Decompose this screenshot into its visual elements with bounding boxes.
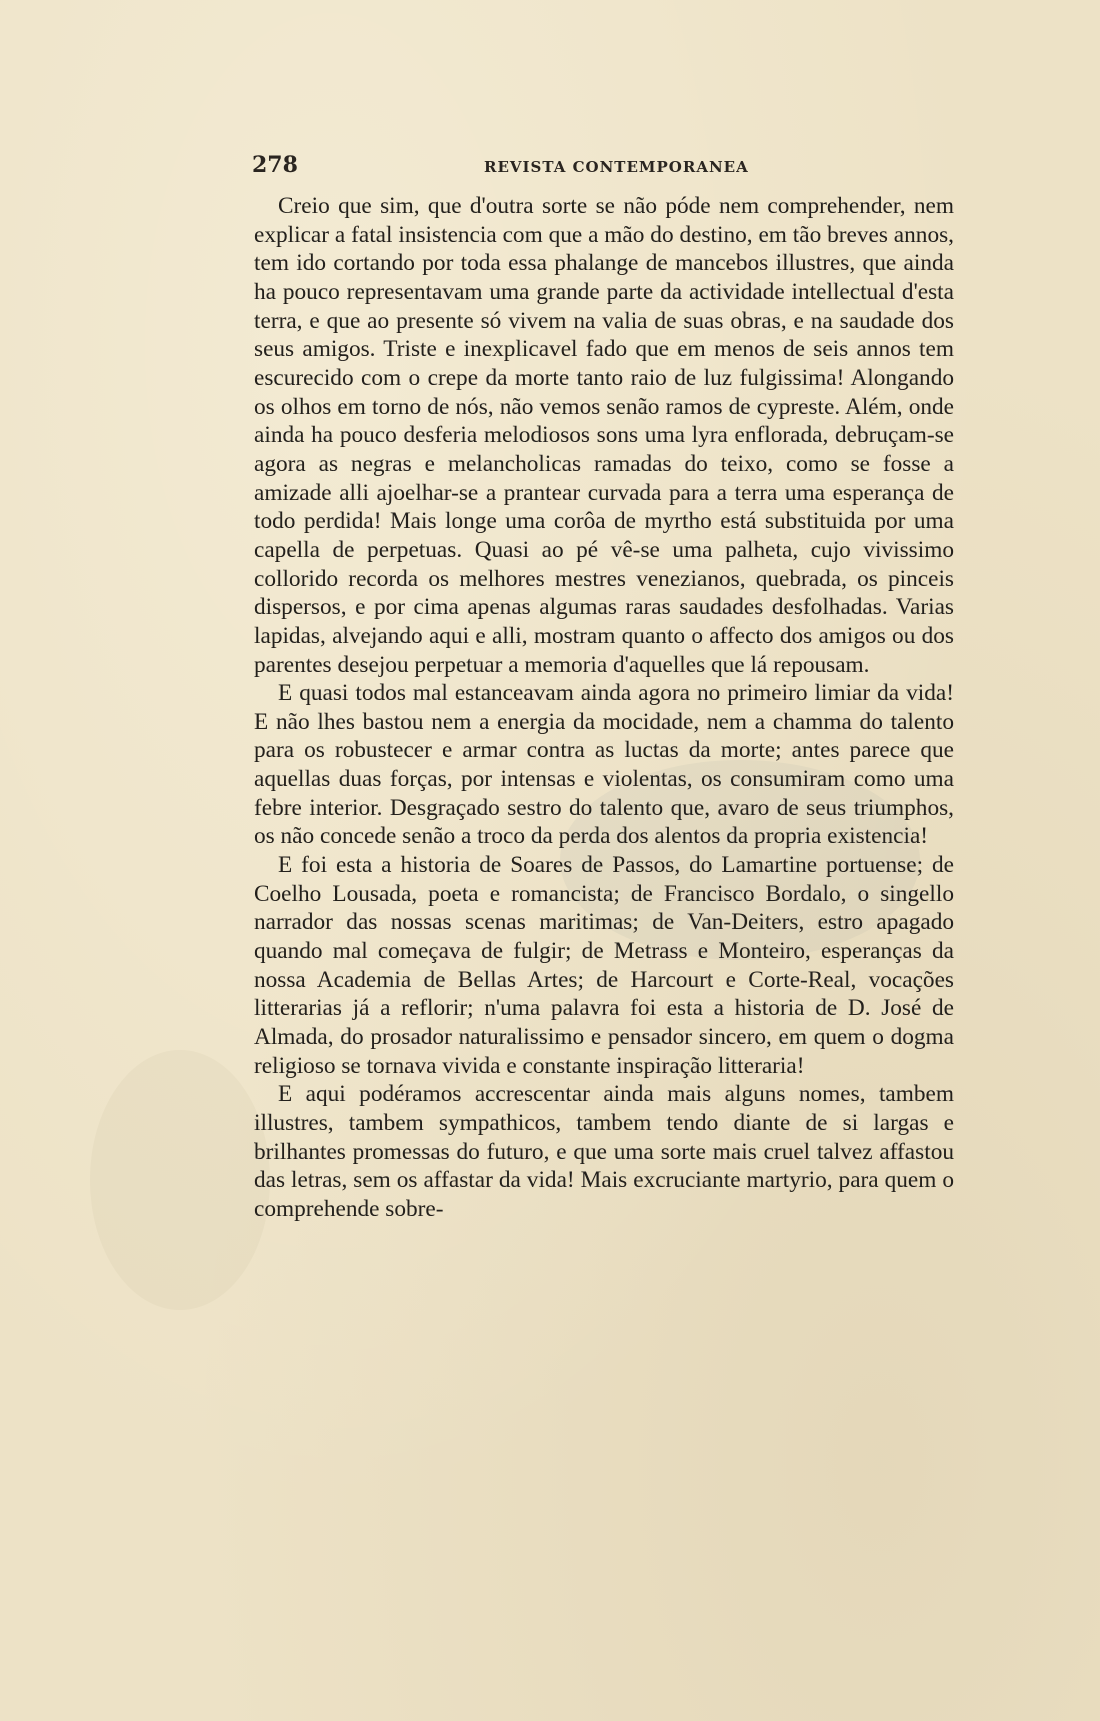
body-text xyxy=(254,192,954,1224)
page-number: 278 xyxy=(252,152,298,178)
paragraph: E aqui podéramos accrescentar ainda mais alguns nomes, tambem illustres, tambem sympathicos, tambem tendo diante de si largas e brilhantes promessas do futuro, e que uma sorte mais cruel talvez affastou das letras, sem os affastar da vida! Mais excruciante martyrio, para quem o comprehende sobre- xyxy=(254,1081,954,1222)
running-title: REVISTA CONTEMPORANEA xyxy=(484,158,749,176)
paragraph: Creio que sim, que d'outra sorte se não póde nem comprehender, nem explicar a fatal insistencia com que a mão do destino, em tão breves annos, tem ido cortando por toda essa phalange de mancebos illustres, que ainda ha pouco representavam uma grande parte da actividade intellectual d'esta terra, e que ao presente só vivem na valia de suas obras, e na saudade dos seus amigos. Triste e inexplicavel fado que em menos de seis annos tem escurecido com o crepe da morte tanto raio de luz fulgissima! Alongando os olhos em torno de nós, não vemos senão ramos de cypreste. Além, onde ainda ha pouco desferia melodiosos sons uma lyra enflorada, debruçam-se agora as negras e melancholicas ramadas do teixo, como se fosse a amizade alli ajoelhar-se a prantear curvada para a terra uma esperança de todo perdida! Mais longe uma corôa de myrtho está substituida por uma capella de perpetuas. Quasi ao pé vê-se uma palheta, cujo vivissimo collorido recorda os melhores mestres venezianos, quebrada, os pinceis dispersos, e por cima apenas algumas raras saudades desfolhadas. Varias lapidas, alvejando aqui e alli, mostram quanto o affecto dos amigos ou dos parentes desejou perpetuar a memoria d'aquelles que lá repousam. xyxy=(254,193,954,678)
paper-stain xyxy=(90,1050,270,1310)
paragraph: E foi esta a historia de Soares de Passos, do Lamartine portuense; de Coelho Lousada, poeta e romancista; de Francisco Bordalo, o singello narrador das nossas scenas maritimas; de Van-Deiters, estro apagado quando mal começava de fulgir; de Metrass e Monteiro, esperanças da nossa Academia de Bellas Artes; de Harcourt e Corte-Real, vocações litterarias já a reflorir; n'uma palavra foi esta a historia de D. José de Almada, do prosador naturalissimo e pensador sincero, em quem o dogma religioso se tornava vivida e constante inspiração litteraria! xyxy=(254,852,954,1079)
page-header xyxy=(252,152,967,182)
paragraph: E quasi todos mal estanceavam ainda agora no primeiro limiar da vida! E não lhes bastou nem a energia da mocidade, nem a chamma do talento para os robustecer e armar contra as luctas da morte; antes parece que aquellas duas forças, por intensas e violentas, os consumiram como uma febre interior. Desgraçado sestro do talento que, avaro de seus triumphos, os não concede senão a troco da perda dos alentos da propria existencia! xyxy=(254,680,954,850)
